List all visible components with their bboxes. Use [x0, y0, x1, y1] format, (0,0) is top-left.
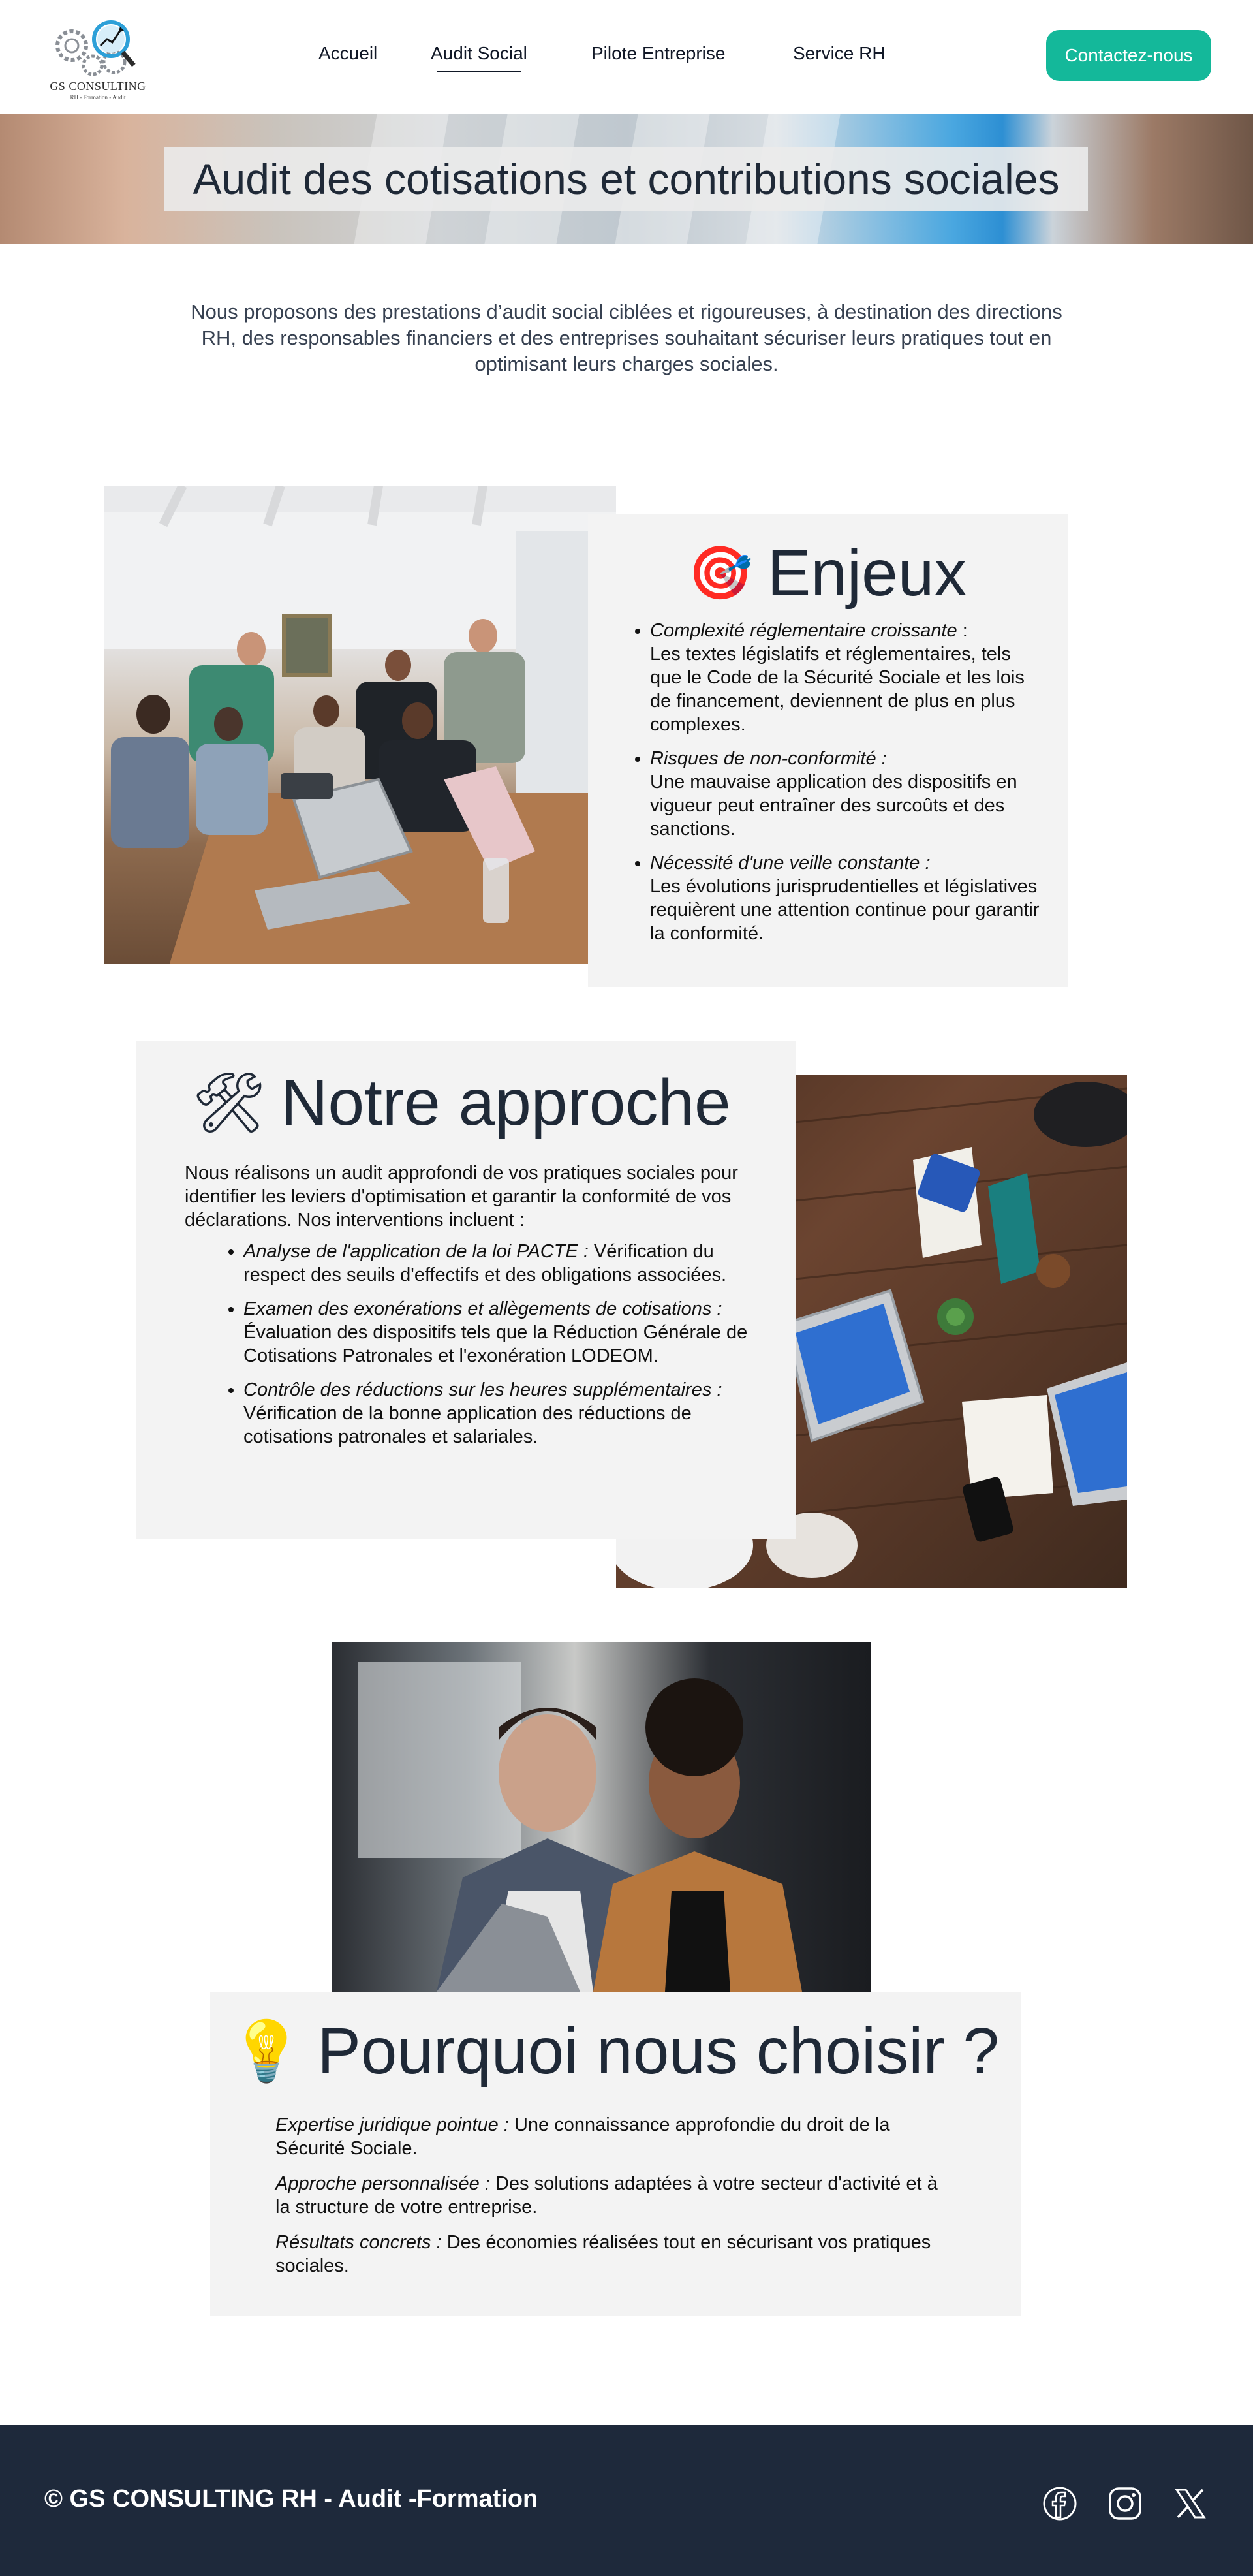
logo-text: GS CONSULTING — [50, 80, 146, 93]
item-text: Vérification de la bonne application des réductions de cotisations patronales et salariales. — [243, 1403, 692, 1447]
footer-copyright: © GS CONSULTING RH - Audit -Formation — [44, 2485, 538, 2513]
nav-accueil[interactable]: Accueil — [318, 43, 378, 63]
site-header — [0, 0, 1253, 114]
nav-pilote-entreprise[interactable]: Pilote Entreprise — [591, 43, 726, 63]
list-item — [650, 747, 1042, 841]
logo-subtitle: RH - Formation - Audit — [70, 94, 126, 101]
item-label: Nécessité d'une veille constante : — [650, 853, 931, 873]
item-label: Résultats concrets : — [275, 2232, 442, 2253]
enjeux-list — [650, 619, 1042, 956]
x-twitter-icon[interactable] — [1173, 2486, 1208, 2521]
list-item — [243, 1240, 766, 1287]
pourquoi-card — [210, 1992, 1021, 2316]
item-text: Les textes législatifs et réglementaires, tels que le Code de la Sécurité Sociale et les lois de financement, deviennent de plus en plus complexes. — [650, 644, 1025, 735]
item-text: Une connaissance approfondie du droit de la Sécurité Sociale. — [275, 2114, 890, 2159]
pourquoi-list — [275, 2113, 954, 2289]
list-item: • Complexité réglementaire croissante : Les textes législatifs et réglementaires, tels que le Code de la Sécurité Sociale et les lois de financement, deviennent de plus en plus complexes. — [650, 619, 1042, 736]
item-text: Une mauvaise application des dispositifs en vigueur peut entraîner des surcoûts et des sanctions. — [650, 772, 1017, 840]
hero-title-box — [164, 147, 1088, 211]
approche-list — [243, 1240, 766, 1459]
list-item — [243, 1378, 766, 1449]
list-item — [275, 2113, 954, 2160]
item-label: Approche personnalisée : — [275, 2173, 490, 2194]
list-item — [275, 2172, 954, 2219]
pourquoi-title — [230, 2012, 999, 2090]
item-label: Analyse de l'application de la loi PACTE : — [243, 1241, 589, 1262]
approche-card — [136, 1041, 796, 1539]
list-item — [650, 851, 1042, 945]
lightbulb-icon: 💡 — [230, 2018, 303, 2084]
approche-intro: Nous réalisons un audit approfondi de vos pratiques sociales pour identifier les leviers d'optimisation et garantir la conformité de vos déclarations. Nos interventions incluent : — [185, 1163, 738, 1231]
instagram-icon[interactable] — [1107, 2486, 1143, 2521]
item-label: Risques de non-conformité : — [650, 748, 887, 769]
item-label: Complexité réglementaire croissante — [650, 620, 957, 641]
list-item — [243, 1297, 766, 1368]
pourquoi-title-text: Pourquoi nous choisir ? — [317, 2014, 1000, 2088]
team-meeting-photo — [104, 486, 616, 964]
enjeux-card — [588, 514, 1068, 987]
item-text: Évaluation des dispositifs tels que la Réduction Générale de Cotisations Patronales et l'exonération LODEOM. — [243, 1322, 748, 1366]
approche-title-text: Notre approche — [281, 1065, 731, 1139]
site-footer — [0, 2425, 1253, 2576]
colleagues-photo — [332, 1642, 871, 1992]
nav-service-rh[interactable]: Service RH — [793, 43, 886, 63]
enjeux-title-text: Enjeux — [767, 536, 967, 610]
item-text: Vérification du respect des seuils d'effectifs et des obligations associées. — [243, 1241, 727, 1285]
nav-audit-social[interactable]: Audit Social — [431, 43, 527, 63]
contact-button[interactable]: Contactez-nous — [1046, 30, 1211, 81]
item-text: Des économies réalisées tout en sécurisant vos pratiques sociales. — [275, 2232, 931, 2276]
list-item — [275, 2231, 954, 2278]
item-text: Les évolutions jurisprudentielles et législatives requièrent une attention continue pour garantir la conformité. — [650, 876, 1040, 944]
facebook-icon[interactable] — [1042, 2486, 1077, 2521]
item-text: Des solutions adaptées à votre secteur d'activité et à la structure de votre entreprise. — [275, 2173, 938, 2218]
intro-paragraph: Nous proposons des prestations d’audit social ciblées et rigoureuses, à destination des directions RH, des responsables financiers et des entreprises souhaitant sécuriser leurs pratiques tout en optimisant leurs charges sociales. — [191, 300, 1062, 375]
enjeux-title — [688, 534, 967, 612]
hero-banner — [0, 114, 1253, 244]
approche-title — [192, 1063, 731, 1142]
item-label: Expertise juridique pointue : — [275, 2114, 509, 2135]
hammer-wrench-icon: 🛠 — [192, 1070, 267, 1136]
target-icon: 🎯 — [688, 544, 753, 602]
item-label: Contrôle des réductions sur les heures supplémentaires : — [243, 1379, 722, 1400]
page-title: Audit des cotisations et contributions sociales — [193, 155, 1060, 203]
item-label: Examen des exonérations et allègements de cotisations : — [243, 1298, 722, 1319]
